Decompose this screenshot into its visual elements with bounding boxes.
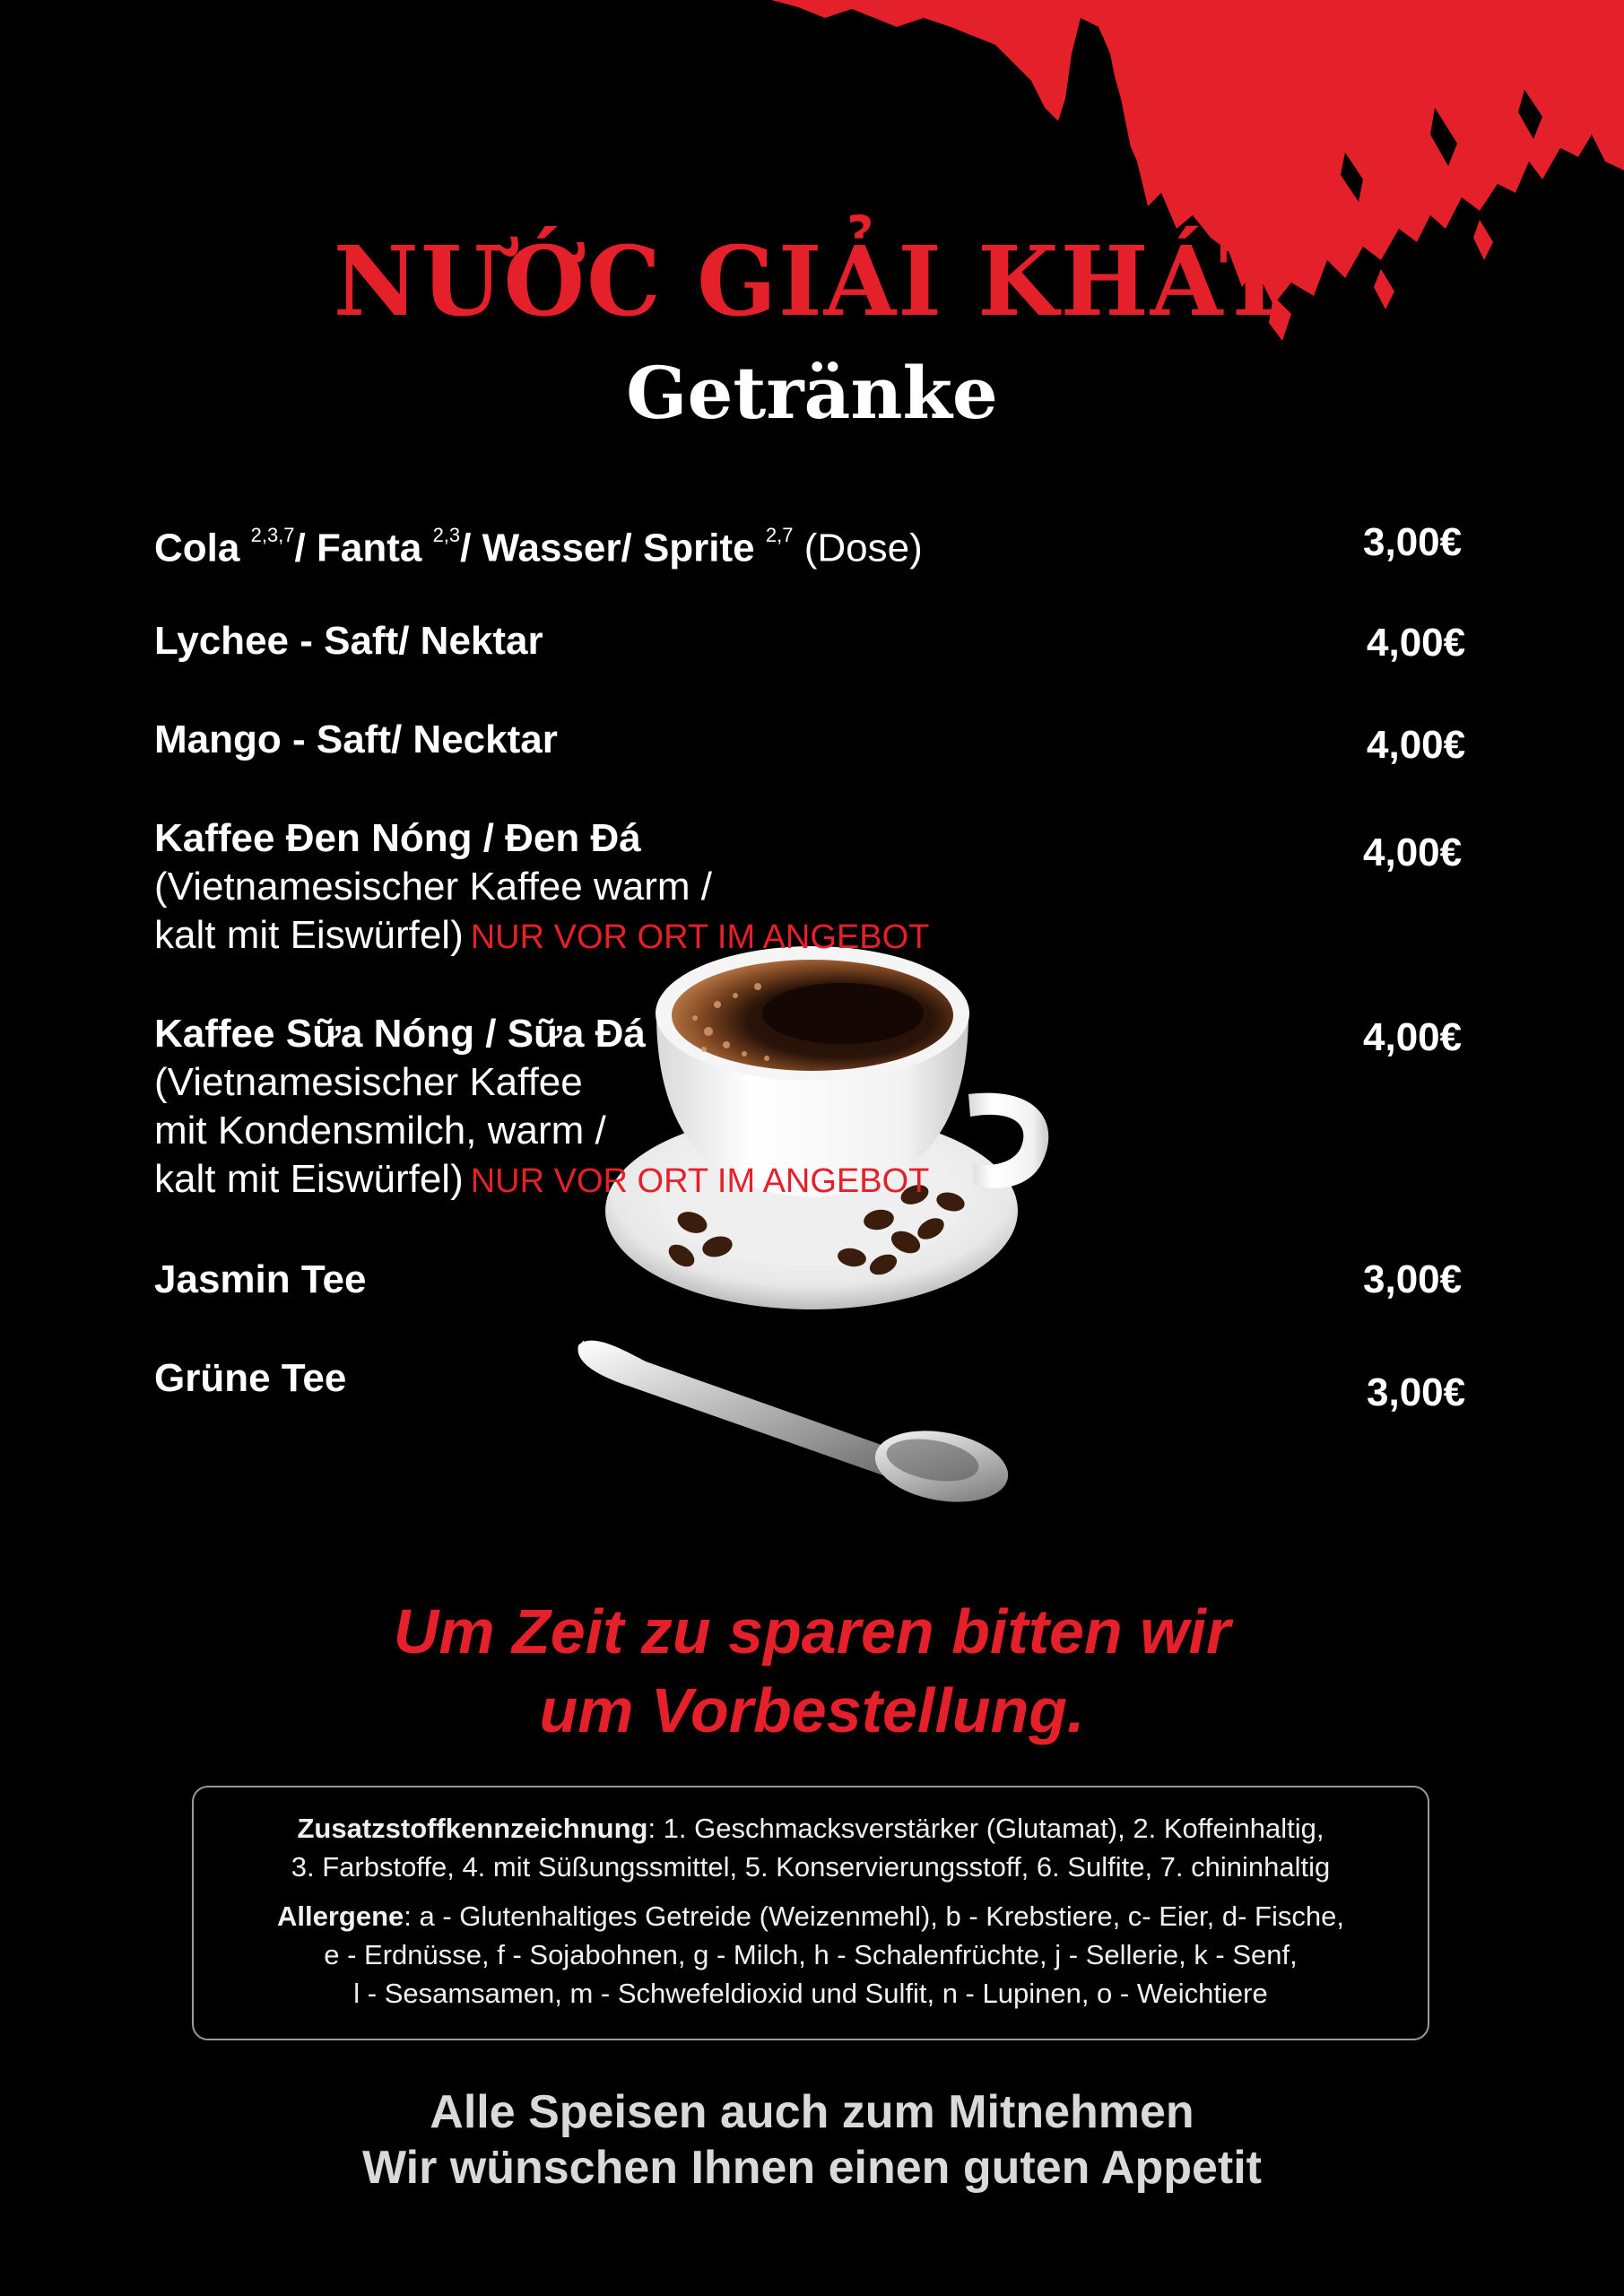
menu-item-price: 4,00€ [1367,723,1466,767]
slogan-line: Um Zeit zu sparen bitten wir [393,1596,1231,1666]
additives-text: : 1. Geschmacksverstärker (Glutamat), 2. Koffeinhaltig, [647,1813,1324,1844]
allergens-text: : a - Glutenhaltiges Getreide (Weizenmehl), b - Krebstiere, c- Eier, d- Fische, [404,1900,1344,1932]
menu-item-desc: kalt mit Eiswürfel) [154,913,464,957]
menu-item-desc: (Vietnamesischer Kaffee [154,1060,583,1104]
menu-item-name: Jasmin Tee [154,1257,367,1301]
menu-item-name: Grüne Tee [154,1356,347,1400]
menu-item-mango [154,716,558,764]
preorder-slogan [0,1592,1624,1750]
title-german: Getränke [626,351,998,435]
menu-item-softdrinks [154,517,923,573]
menu-item-name: Kaffee Đen Nóng / Đen Đá [154,816,641,860]
menu-item-desc: mit Kondensmilch, warm / [154,1109,606,1152]
menu-item-desc: kalt mit Eiswürfel) [154,1157,464,1201]
menu-item-kaffee-sua [154,1010,929,1205]
footer-line: Alle Speisen auch zum Mitnehmen [430,2086,1194,2138]
allergen-info-box [192,1786,1429,2040]
menu-item-price: 4,00€ [1363,831,1463,874]
allergens-info [194,1897,1428,2013]
menu-item-desc: (Dose) [803,526,923,570]
menu-item-jasmin-tee [154,1256,366,1304]
menu-item-price: 3,00€ [1367,1370,1466,1414]
footer-line: Wir wünschen Ihnen einen guten Appetit [362,2142,1262,2194]
slogan-line: um Vorbestellung. [539,1675,1085,1745]
allergens-text: l - Sesamsamen, m - Schwefeldioxid und Sulfit, n - Lupinen, o - Weichtiere [353,1978,1268,2009]
additive-marker: 2,3,7 [250,524,295,546]
menu-item-name: Kaffee Sữa Nóng / Sữa Đá [154,1012,646,1056]
menu-item-name: Cola [154,526,240,570]
menu-item-gruene-tee [154,1354,346,1403]
additives-text: 3. Farbstoffe, 4. mit Süßungssmittel, 5. Konservierungsstoff, 6. Sulfite, 7. chininhaltig [291,1851,1331,1883]
menu-item-price: 3,00€ [1363,520,1463,564]
menu-item-price: 4,00€ [1363,1015,1463,1059]
menu-item-lychee [154,617,543,665]
additive-marker: 2,3 [432,524,461,546]
menu-item-price: 4,00€ [1367,621,1466,665]
title-vietnamese: NƯỚC GIẢI KHÁT [333,224,1291,338]
allergens-label: Allergene [277,1900,404,1932]
additives-info [194,1809,1428,1886]
additives-label: Zusatzstoffkennzeichnung [297,1813,648,1844]
footer-text [0,2084,1624,2196]
menu-item-name: / Fanta [294,526,422,570]
menu-item-name: Lychee - Saft/ Nektar [154,619,543,663]
menu-item-note: NUR VOR ORT IM ANGEBOT [470,918,930,956]
allergens-text: e - Erdnüsse, f - Sojabohnen, g - Milch, h - Schalenfrüchte, j - Sellerie, k - Senf, [324,1939,1298,1970]
additive-marker: 2,7 [765,524,794,546]
menu-item-note: NUR VOR ORT IM ANGEBOT [470,1162,930,1200]
menu-item-name: Mango - Saft/ Necktar [154,718,558,761]
menu-item-kaffee-den [154,814,929,961]
menu-item-name: / Wasser/ Sprite [460,526,755,570]
menu-item-price: 3,00€ [1363,1257,1463,1301]
menu-item-desc: (Vietnamesischer Kaffee warm / [154,865,712,909]
